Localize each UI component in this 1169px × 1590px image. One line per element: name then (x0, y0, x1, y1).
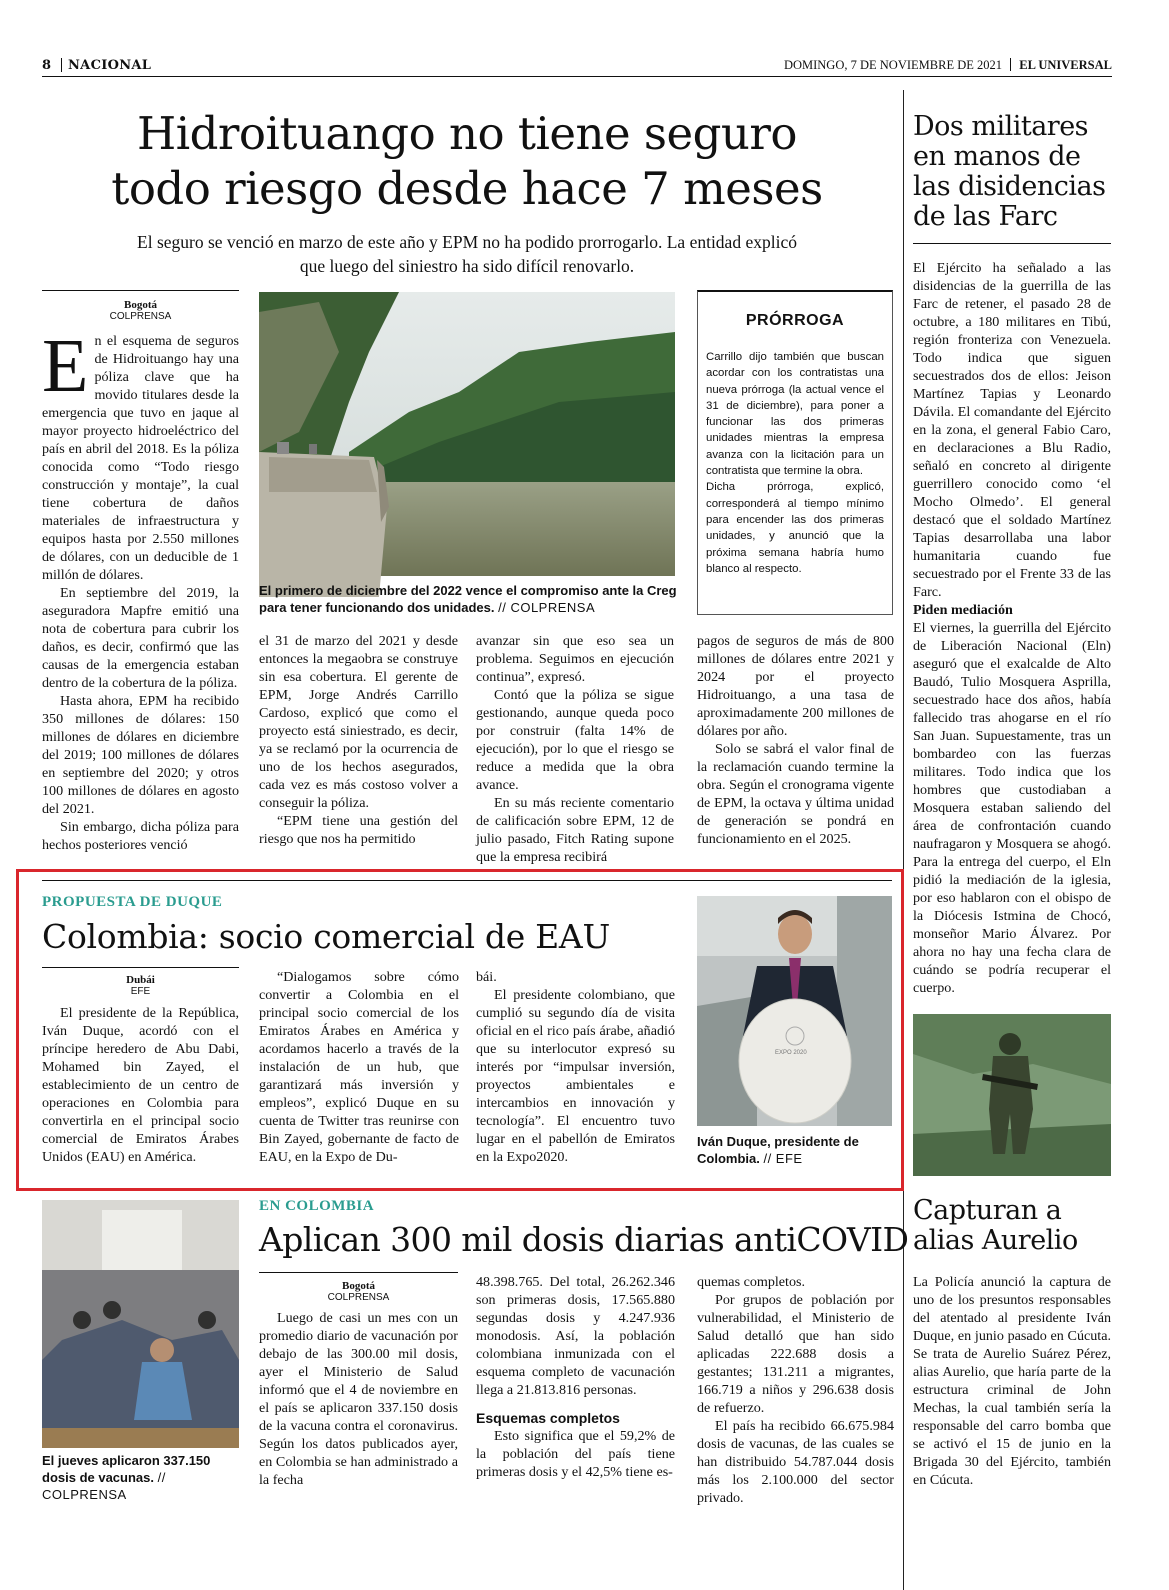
main-deck (42, 230, 892, 278)
vaccine-photo-image (42, 1200, 239, 1448)
sidebar-p1: El Ejército ha señalado a las disidencias de la guerrilla de las Farc de retener, el pasado 28 de octubre, a 180 militares en Tibú, región fronteriza con Venezuela. Todo indica que siguen secuestrados dos de ellos: Jeison Martínez Tapias y Leonardo Dávila. El comandante del Ejército en la zona, el general Fabio Caro, en declaraciones a Blu Radio, señaló en concreto al dirigente guerrillero conocido como ‘el Mocho Olmedo’. El general destacó que el soldado Martínez Tapias desarrollaba una labor humanitaria cuando fue secuestrado por el Frente 33 de las Farc. (913, 260, 1111, 600)
main-col1-p1: n el esquema de seguros de Hidroituango hay una póliza clave que ha movido titulares desde la emergencia que tuvo en jaque al mayor proyecto hidroeléctrico del país en abril del 2018. Es la póliza conocida como “Todo riesgo construcción y montaje”, la cual tiene cobertura de daños materiales de infraestructura y equipos hasta por 2.550 millones de dólares, con un deducible de 1 millón de dólares. (42, 333, 239, 583)
duque-col3 (476, 968, 675, 1168)
byline-city: Bogotá (124, 299, 157, 311)
covid-col3-p1: quemas completos. (697, 1274, 806, 1290)
byline-agency: COLPRENSA (109, 311, 172, 322)
soldier-photo-image (913, 1014, 1111, 1176)
covid-col2-p1: 48.398.765. Del total, 26.262.346 son primeras dosis, 17.565.880 segundas dosis y 4.247.936 monodosis. Así, la población colombiana inmunizada con el esquema completo de vacunación llega a 21.813.816 personas. (476, 1274, 675, 1398)
aurelio-text: La Policía anunció la captura de uno de los presuntos responsables del atentado al presidente Iván Duque, en junio pasado en Cúcuta. Se trata de Aurelio Suárez Pérez, alias Aurelio, que haría parte de la estructura criminal de John Mechas, la cual también sería la responsable del carro bomba que se activó el 15 de junio en la Brigada 30 del Ejército, también en Cúcuta. (913, 1274, 1111, 1488)
covid-col3 (697, 1273, 894, 1506)
main-headline (42, 106, 892, 216)
covid-subhead: Esquemas completos (476, 1410, 620, 1426)
vaccine-photo (42, 1200, 239, 1448)
vaccine-photo-caption (42, 1452, 242, 1503)
prorroga-box (697, 290, 893, 615)
duque-photo (697, 896, 892, 1126)
covid-kicker: EN COLOMBIA (259, 1198, 375, 1214)
header-date-group (784, 58, 1112, 73)
prorroga-p1: Carrillo dijo también que buscan acordar con los contratistas una nueva prórroga (la actual vence el 31 de diciembre), para poner a funcionar las dos primeras unidades mientras la empresa avanza con la licitación para un contratista que termine la obra. (706, 351, 884, 478)
duque-byline (42, 974, 239, 998)
main-col3-p3: En su más reciente comentario de calificación sobre EPM, 12 de julio pasado, Fitch Rating supone que la empresa recibirá (476, 795, 674, 865)
covid-headline: Aplican 300 mil dosis diarias antiCOVID (259, 1220, 909, 1259)
main-col4 (697, 632, 894, 866)
sidebar-subhead: Piden mediación (913, 602, 1013, 618)
main-col1 (42, 324, 239, 860)
header-rule (42, 76, 1112, 77)
sidebar-p2: El viernes, la guerrilla del Ejército de Liberación Nacional (Eln) aseguró que el exalcalde de Alto Baudó, Tulio Mosquera Asprilla, secuestrado hace dos años, había fallecido tras ahogarse en el río San Juan. Supuestamente, tras un bombardeo con las fuerzas militares. Todo indica que los hombres que custodiaban a Mosquera estaban saliendo del área de confrontación cuando naufragaron y Mosquera se ahogó. Para la entrega del cuerpo, el Eln pidió la mediación de la iglesia, por eso hablaron con el obispo de la Diócesis Istmina de Chocó, monseñor Mario Álvarez. Por ahora no hay una fecha clara de cuándo se podría recuperar el cuerpo. (913, 620, 1111, 996)
sidebar-body (913, 259, 1111, 997)
covid-byline-city: Bogotá (342, 1280, 375, 1292)
soldier-photo (913, 1014, 1111, 1176)
main-headline-line1: Hidroituango no tiene seguro (136, 107, 798, 160)
dam-caption-text: El primero de diciembre del 2022 vence el compromiso ante la Creg para tener funcionando dos unidades. (259, 583, 677, 615)
dam-photo-caption (259, 582, 679, 616)
newspaper-name: EL UNIVERSAL (1019, 58, 1112, 72)
section-label: NACIONAL (68, 58, 152, 73)
duque-byline-agency: EFE (130, 986, 151, 997)
covid-col3-p3: El país ha recibido 66.675.984 dosis de vacunas, de las cuales se han distribuido 54.787.044 dosis más los 2.100.000 del sector privado. (697, 1418, 894, 1506)
main-col1-p2: En septiembre del 2019, la aseguradora Mapfre emitió una nota de cobertura para cubrir los daños, es decir, confirmó que las causas de la emergencia estaban dentro de la cobertura de la póliza. (42, 585, 239, 691)
main-headline-line2: todo riesgo desde hace 7 meses (111, 162, 823, 215)
dam-caption-credit: // COLPRENSA (498, 600, 596, 615)
duque-col2 (259, 968, 459, 1168)
main-col3-p2: Contó que la póliza se sigue gestionando, aunque queda poco por construir (falta 14% de ejecución), por lo que el riesgo se reduce a medida que la obra avance. (476, 687, 674, 793)
main-col2-p1: el 31 de marzo del 2021 y desde entonces la megaobra se construye sin esa cobertura. El gerente de EPM, Jorge Andrés Carrillo Cardoso, explicó que como el proyecto está siniestrado, es decir, ya se reclamó por la ocurrencia de uno de los hechos asegurados, cada vez es más costoso volver a conseguir la póliza. (259, 633, 458, 811)
duque-headline: Colombia: socio comercial de EAU (42, 917, 610, 956)
covid-col1-text: Luego de casi un mes con un promedio diario de vacunación por debajo de las 300.00 mil dosis, ayer el Ministerio de Salud informó que el 4 de noviembre en el país se aplicaron 337.150 dosis de la vacuna contra el coronavirus. Según los datos publicados ayer, en Colombia se han administrado a la fecha (259, 1310, 458, 1488)
duque-col1 (42, 1004, 239, 1168)
main-col4-p2: Solo se sabrá el valor final de la reclamación cuando termine la obra. Según el cronograma vigente de EPM, la octava y última unidad de generación se pondrá en funcionamiento en el 2025. (697, 741, 894, 847)
duque-byline-rule (42, 967, 239, 968)
page-header (42, 56, 1112, 76)
main-col1-p3: Hasta ahora, EPM ha recibido 350 millones de dólares: 150 millones de dólares en diciembre del 2019; 100 millones de dólares en septiembre del 2020; y otros 100 millones de dólares en agosto del 2021. (42, 693, 239, 817)
vaccine-caption-credit: // COLPRENSA (42, 1470, 166, 1502)
covid-byline (259, 1280, 458, 1304)
covid-byline-agency: COLPRENSA (327, 1292, 390, 1303)
dropcap: E (42, 324, 89, 408)
header-date: DOMINGO, 7 DE NOVIEMBRE DE 2021 (783, 58, 1002, 72)
covid-col2 (476, 1273, 675, 1489)
covid-byline-rule (259, 1272, 458, 1273)
duque-caption-credit: // EFE (763, 1151, 803, 1166)
duque-kicker: PROPUESTA DE DUQUE (42, 894, 223, 910)
main-deck-line2: que luego del siniestro ha sido difícil renovarlo. (299, 256, 635, 276)
duque-photo-image (697, 896, 892, 1126)
main-col1-p4: Sin embargo, dicha póliza para hechos posteriores venció (42, 819, 239, 853)
sidebar-rule (913, 243, 1111, 244)
column-divider (903, 90, 904, 1590)
prorroga-text (706, 349, 884, 577)
main-byline (42, 299, 239, 323)
vaccine-caption-text: El jueves aplicaron 337.150 dosis de vacunas. (42, 1453, 211, 1485)
duque-top-rule (42, 880, 892, 881)
prorroga-title: PRÓRROGA (745, 312, 845, 329)
duque-photo-caption (697, 1133, 893, 1167)
covid-col2-p2: Esto significa que el 59,2% de la población del país tiene primeras dosis y el 42,5% tiene es- (476, 1428, 675, 1480)
main-col2-p2: “EPM tiene una gestión del riesgo que nos ha permitido (259, 813, 458, 847)
main-col3 (476, 632, 674, 865)
duque-col2-text: “Dialogamos sobre cómo convertir a Colombia en el principal socio comercial de los Emiratos Árabes en América y acordamos hacerlo a través de la instalación de un hub, que garantizará más inversión y empleos”, explicó Duque en su cuenta de Twitter tras reunirse con Bin Zayed, gobernante de facto de EAU, en la Expo de Du- (259, 969, 459, 1165)
main-deck-line1: El seguro se venció en marzo de este año y EPM no ha podido prorrogarlo. La entidad explicó (137, 232, 797, 252)
main-col2 (259, 632, 458, 862)
byline-rule (42, 290, 239, 291)
covid-col1 (259, 1309, 458, 1489)
duque-col1-text: El presidente de la República, Iván Duque, acordó con el príncipe heredero de Abu Dabi, Mohamed bin Zayed, el establecimiento de un centro de operaciones en Colombia para convertirla en el principal socio comercial de Emiratos Árabes Unidos (EAU) en América. (42, 1005, 239, 1165)
duque-byline-city: Dubái (126, 974, 155, 986)
dam-photo (259, 292, 675, 576)
aurelio-headline: Capturan a alias Aurelio (913, 1195, 1078, 1256)
duque-col3-p1: bái. (476, 969, 497, 985)
sidebar-headline: Dos militares en manos de las disidencias de las Farc (913, 111, 1106, 232)
podium-text: EXPO 2020 (775, 1050, 807, 1056)
header-divider (61, 58, 62, 72)
duque-caption-text: Iván Duque, presidente de Colombia. (697, 1134, 859, 1166)
header-divider-2 (1010, 58, 1011, 71)
aurelio-body (913, 1273, 1111, 1489)
covid-col3-p2: Por grupos de población por vulnerabilidad, el Ministerio de Salud detalló que han sido aplicadas 222.688 dosis a gestantes; 131.211 a migrantes, 166.719 a niños y 296.638 dosis de refuerzo. (697, 1292, 894, 1416)
dam-photo-image (259, 292, 675, 576)
main-col4-p1: pagos de seguros de más de 800 millones de dólares entre 2021 y 2024 por el proyecto Hidroituango, a una tasa de aproximadamente 200 millones de dólares por año. (697, 633, 894, 739)
main-col3-p1: avanzar sin que eso sea un problema. Seguimos en ejecución continua”, expresó. (476, 633, 674, 685)
duque-col3-p2: El presidente colombiano, que cumplió su segundo día de visita oficial en el rico país árabe, añadió que su interlocutor expresó su interés por “impulsar inversión, proyectos ambientales e intercambios en innovación y tecnología”. El encuentro tuvo lugar en el pabellón de Emiratos en la Expo2020. (476, 987, 675, 1165)
page-number: 8 (42, 58, 52, 73)
prorroga-p2: Dicha prórroga, explicó, corresponderá al tiempo mínimo para encender las dos primeras unidades, y anunció que la próxima semana habría humo blanco al respecto. (706, 481, 884, 575)
